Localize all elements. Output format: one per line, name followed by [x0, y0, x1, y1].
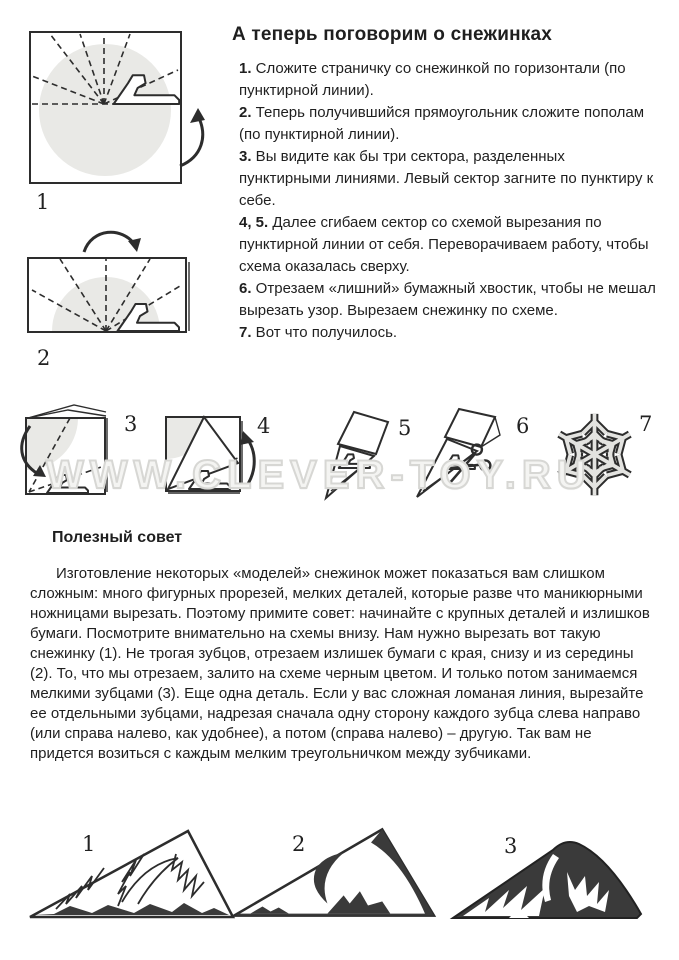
step-label-7: 7 — [639, 412, 653, 436]
instruction-item: 2. Теперь получившийся прямоугольник сложите пополам (по пунктирной линии). — [239, 104, 645, 143]
page-title: А теперь поговорим о снежинках — [232, 24, 553, 45]
watermark: WWW.CLEVER-TOY.RU — [46, 453, 592, 497]
step-label-4: 4 — [257, 414, 271, 438]
paper-circle — [39, 44, 171, 176]
fold-arrow-icon — [180, 108, 205, 166]
step-label-3: 3 — [124, 412, 138, 436]
tip-heading: Полезный совет — [52, 529, 183, 546]
instruction-item: 6. Отрезаем «лишний» бумажный хвостик, чтобы не мешал вырезать узор. Вырезаем снежинку по схеме. — [239, 280, 656, 319]
scheme-label-2: 2 — [292, 832, 306, 856]
step-label-2: 2 — [37, 346, 51, 370]
step-label-1: 1 — [36, 190, 50, 214]
instructions-list — [239, 58, 659, 344]
scheme-label-3: 3 — [504, 834, 518, 858]
diagram-step1-square-sheet — [28, 30, 233, 190]
instruction-item: 7. Вот что получилось. — [239, 324, 398, 341]
scheme-label-1: 1 — [82, 832, 96, 856]
step-label-6: 6 — [516, 414, 530, 438]
step-label-5: 5 — [398, 416, 412, 440]
scheme-triangle-2 — [230, 822, 438, 924]
tip-paragraph: Изготовление некоторых «моделей» снежинок может показаться вам слишком сложным: много фигурных прорезей, мелких деталей, которые разве что маникюрными ножницами вырезать. Поэтому примите совет: начинайте с крупных деталей и излишков бумаги. Посмотрите внимательно на схемы внизу. Нам нужно вырезать вот такую снежинку (1). Не трогая зубцов, отрезаем излишек бумаги с края, снизу и из середины (2). То, что мы отрезаем, залито на схеме черным цветом. И только потом занимаемся мелкими зубцами (3). Еще одна деталь. Если у вас сложная ломаная линия, вырезайте ее отдельными зубцами, надрезая сначала одну сторону каждого зубца слева направо (или справа налево, как удобнее), а потом (справа налево) – другую. Так вам не придется возиться с каждым мелким треугольничком между зубчиками. — [30, 565, 650, 762]
instruction-item: 1. Сложите страничку со снежинкой по горизонтали (по пунктирной линии). — [239, 60, 626, 99]
scheme-triangle-3 — [448, 828, 650, 923]
scheme-triangle-1 — [26, 824, 236, 924]
instruction-item: 4, 5. Далее сгибаем сектор со схемой вырезания по пунктирной линии от себя. Переворачиваем работу, чтобы схема оказалась сверху. — [239, 214, 649, 275]
diagram-step2-folded-rectangle — [26, 220, 201, 342]
instruction-item: 3. Вы видите как бы три сектора, разделенных пунктирными линиями. Левый сектор загните по пунктиру к себе. — [239, 148, 654, 209]
fold-over-arrow-icon — [84, 232, 141, 252]
